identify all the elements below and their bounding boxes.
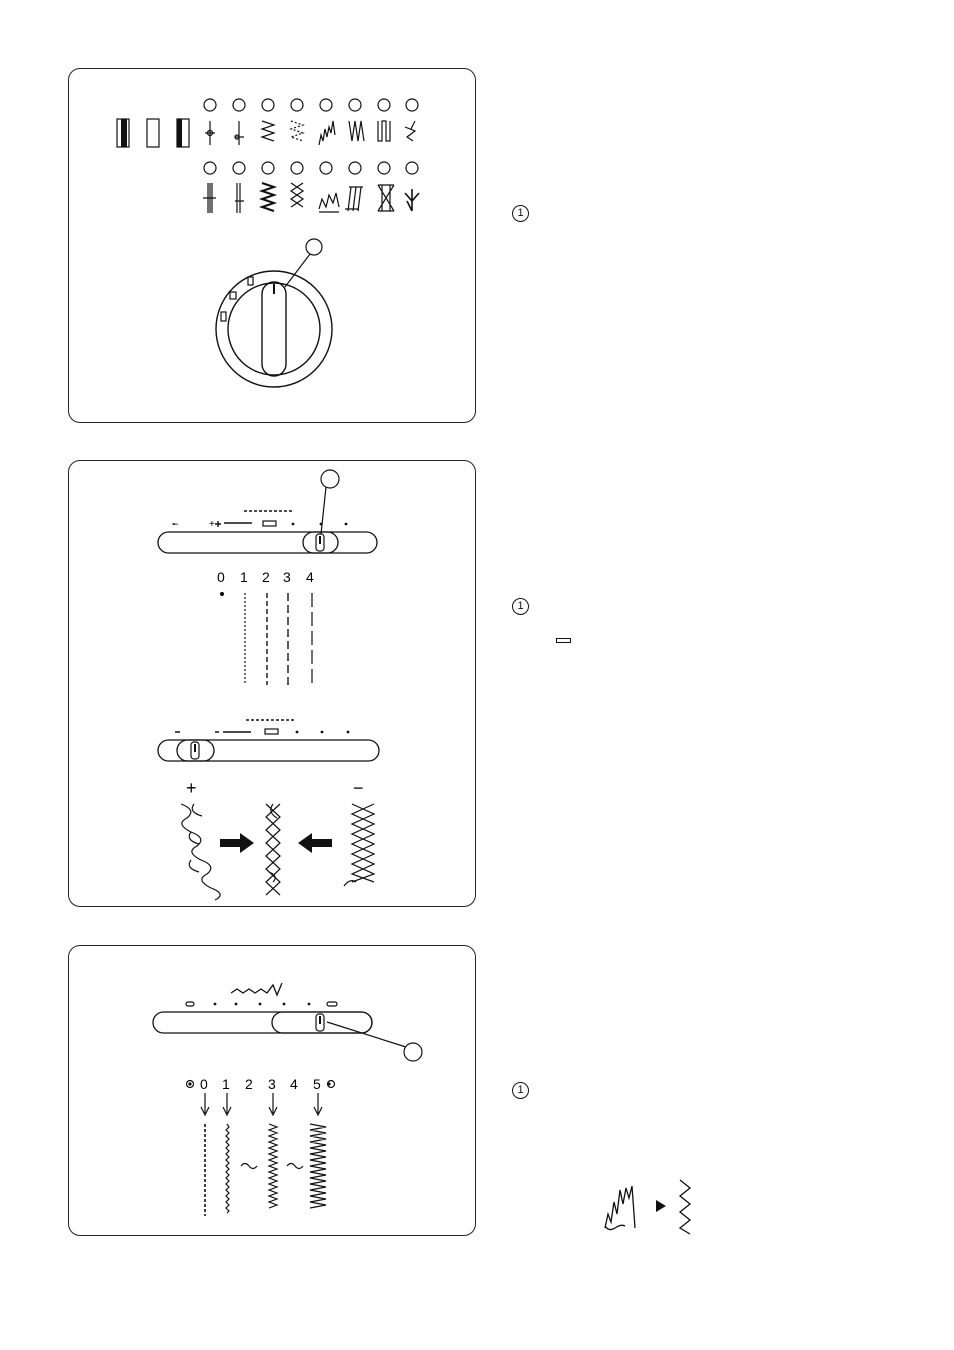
width-scale-1: 1 (222, 1076, 230, 1092)
length-scale-4: 4 (306, 569, 314, 585)
stitch-width-panel (68, 945, 476, 1236)
slider-minus-label: – (172, 518, 179, 530)
buttonhole-position-icon (556, 638, 571, 643)
slider-plus-label: + (209, 519, 215, 530)
stretch-to-zigzag-illustration (598, 1172, 708, 1236)
width-scale-4: 4 (290, 1076, 298, 1092)
reference-number-3: 1 (512, 1082, 529, 1099)
length-scale-0: 0 (217, 569, 225, 585)
stitch-length-slider-bottom[interactable] (158, 720, 379, 761)
arrow-left-icon (298, 833, 332, 853)
width-scale-0: 0 (200, 1076, 208, 1092)
reference-number-1: 1 (512, 205, 529, 222)
pattern-selector-circles-top (204, 99, 418, 111)
length-scale-2: 2 (262, 569, 270, 585)
stitch-length-diagram (69, 461, 476, 907)
stitch-length-slider-top[interactable] (158, 470, 377, 553)
stitch-symbols-top (205, 121, 415, 145)
zigzag-pattern-icon (672, 1178, 690, 1234)
plus-label: + (186, 778, 197, 798)
stitch-width-diagram (69, 946, 476, 1236)
stretch-stitch-comparison (181, 804, 374, 900)
width-scale-stitches (205, 1124, 326, 1216)
stitch-symbols-bottom (203, 183, 419, 213)
dial-knob-icon (216, 271, 332, 387)
length-scale-1: 1 (240, 569, 248, 585)
stitch-length-panel (68, 460, 476, 907)
length-scale-3: 3 (283, 569, 291, 585)
pattern-selector-diagram (69, 69, 476, 423)
pattern-selector-circles-bottom (204, 162, 418, 174)
pattern-selector-panel (68, 68, 476, 423)
arrow-right-icon (220, 833, 254, 853)
triangle-pointer-icon (656, 1200, 666, 1212)
reference-number-2: 1 (512, 598, 529, 615)
width-scale-2: 2 (245, 1076, 253, 1092)
width-scale-arrows (201, 1093, 322, 1115)
stitch-length-scale-lines (221, 593, 313, 686)
minus-label: − (353, 778, 364, 798)
stitch-width-slider[interactable] (153, 983, 422, 1061)
buttonhole-symbols (117, 119, 189, 147)
stretch-pattern-icon (605, 1186, 635, 1230)
width-scale-5: 5 (313, 1076, 321, 1092)
width-scale-3: 3 (268, 1076, 276, 1092)
